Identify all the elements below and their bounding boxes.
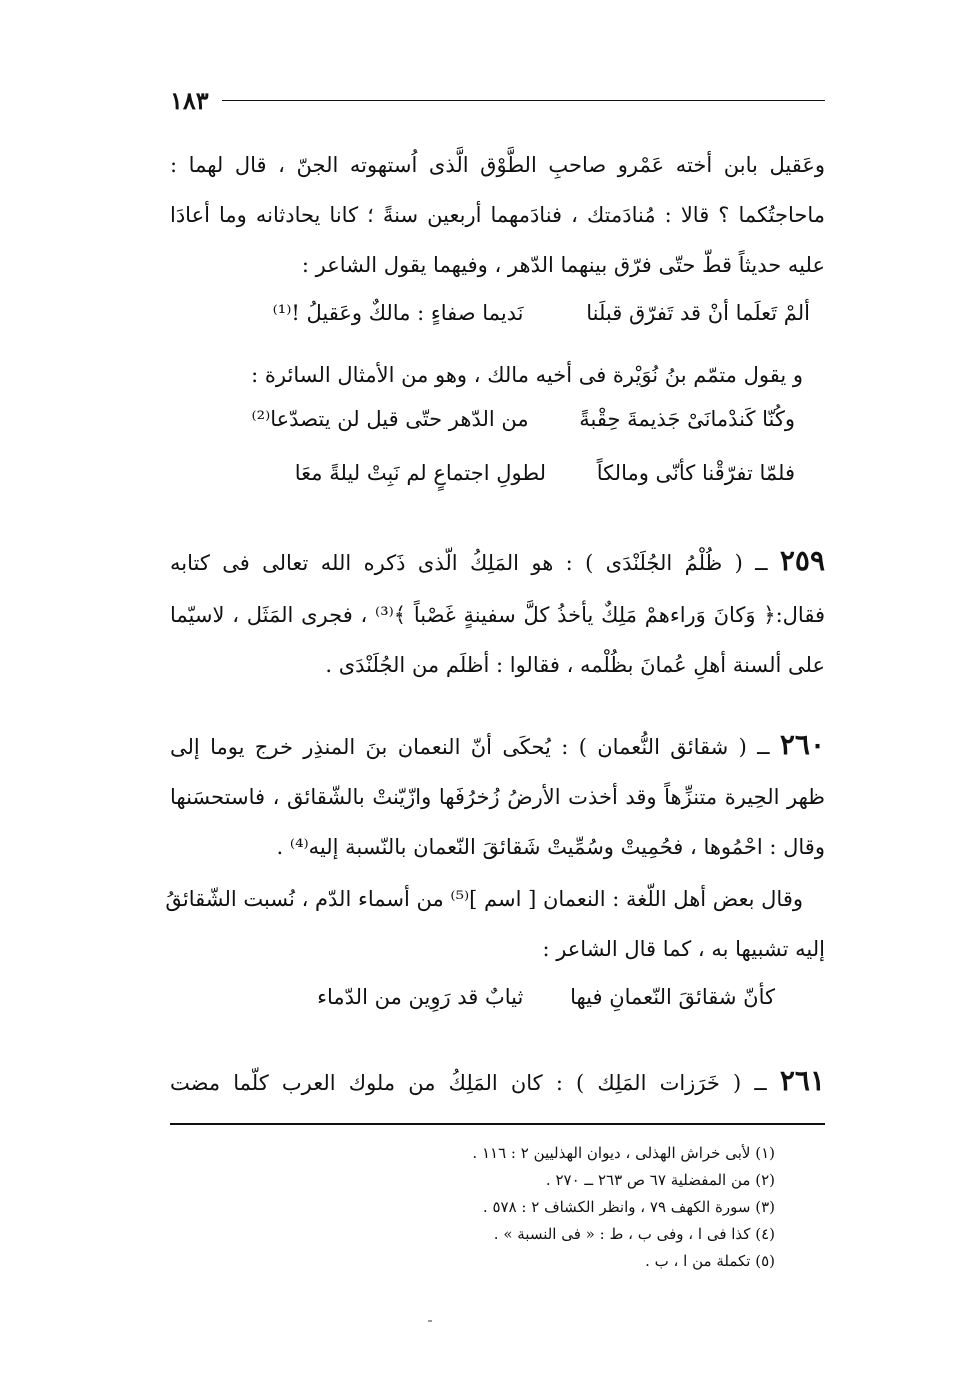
text-line: ظهر الحِيرة متنزِّهاً وقد أخذت الأرضُ زُخرُفَها وازّيّنتْ بالشّقائق ، فاستحسَنها: [170, 785, 825, 809]
header-rule: [222, 100, 825, 101]
text-line: و يقول متمّم بنُ نُوَيْرة فى أخيه مالك ، وهو من الأمثال السائرة :: [251, 363, 803, 387]
entry-text: ــ ( شقائق النُّعمان ) : يُحكَى أنّ النعمان بنَ المنذِر خرج يوما إلى: [170, 735, 770, 759]
text-line: وعَقيل بابن أخته عَمْرو صاحبِ الطَّوْق الَّذى اُستهوته الجنّ ، قال لهما :: [170, 153, 825, 177]
entry-heading-line: [170, 1064, 825, 1100]
footnote: (٤) كذا فى ا ، وفى ب ، ط : « فى النسبة » .: [493, 1225, 775, 1243]
text-line: وقال بعض أهل اللّغة : النعمان [ اسم ]⁽⁵⁾ من أسماء الدّم ، نُسبت الشّقائقُ: [165, 887, 803, 911]
page-header: [170, 86, 825, 116]
footnote: (٥) تكملة من ا ، ب .: [645, 1252, 775, 1270]
verse-hemistich-first: فلمّا تفرّقْنا كأنّى ومالكاً: [596, 461, 795, 485]
verse-hemistich-second: لطولِ اجتماعٍ لم نَبِتْ ليلةً معَا: [294, 461, 546, 485]
footnote: (٣) سورة الكهف ٧٩ ، وانظر الكشاف ٢ : ٥٧٨ .: [482, 1198, 775, 1216]
entry-text: ــ ( خَرَزات المَلِك ) : كان المَلِكُ من ملوك العرب كلّما مضت: [170, 1071, 767, 1095]
footnotes: [472, 1140, 775, 1275]
entry-number: ٢٥٩: [779, 544, 825, 577]
text-line: على ألسنة أهلِ عُمانَ بظُلْمه ، فقالوا : أظلَم من الجُلَنْدَى .: [325, 653, 825, 677]
verse-hemistich-second: من الدّهر حتّى قيل لن يتصدّعا⁽²⁾: [251, 407, 529, 431]
verse-hemistich-second: ثيابٌ قد رَوِين من الدّماء: [317, 985, 524, 1009]
verse-hemistich-first: كأنّ شقائقَ النّعمانِ فيها: [570, 985, 775, 1009]
verse-hemistich-first: ألمْ تَعلَما أنْ قد تَفرّق قبلَنا: [586, 301, 810, 325]
entry-heading-line: [170, 728, 825, 764]
verse-line: [273, 296, 810, 330]
text-line: ماحاجتُكما ؟ قالا : مُنادَمتك ، فنادَمهما أربعين سنةً ؛ كانا يحادثانه وما أعادَا: [170, 203, 825, 227]
verse-hemistich-second: نَديما صفاءٍ : مالكٌ وعَقيلُ !⁽¹⁾: [272, 301, 524, 325]
footnote: (٢) من المفضلية ٦٧ ص ٢٦٣ ــ ٢٧٠ .: [545, 1171, 775, 1189]
entry-text: ــ ( ظُلْمُ الجُلَنْدَى ) : هو المَلِكُ الّذى ذَكره الله تعالى فى كتابه: [170, 551, 768, 575]
footnote: (١) لأبى خراش الهذلى ، ديوان الهذليين ٢ : ١١٦ .: [472, 1144, 775, 1162]
page-number: ١٨٣: [170, 86, 209, 115]
entry-number: ٢٦١: [779, 1064, 825, 1097]
verse-line: [252, 402, 796, 436]
text-line: عليه حديثاً قطّ حتّى فرّق بينهما الدّهر ، وفيهما يقول الشاعر :: [301, 253, 825, 277]
text-line: فقال:﴿ وَكانَ وَراءهمْ مَلِكٌ يأخذُ كلَّ سفينةٍ غَصْباً ﴾⁽³⁾ ، فجرى المَثَل ، لاسيّما: [170, 603, 825, 627]
footnote-rule: [170, 1123, 825, 1125]
entry-heading-line: [170, 544, 825, 580]
text-line: إليه تشبيها به ، كما قال الشاعر :: [542, 937, 825, 961]
text-line: وقال : احْمُوها ، فحُمِيتْ وسُمِّيتْ شَقائقَ النّعمان بالنّسبة إليه⁽⁴⁾ .: [276, 835, 825, 859]
entry-number: ٢٦٠: [779, 728, 825, 761]
verse-line: [295, 456, 795, 490]
verse-line: [317, 980, 775, 1014]
verse-hemistich-first: وكُنّا كَندْمانَىْ جَذيمةَ حِقْبةً: [579, 407, 795, 431]
scan-speck: [428, 1320, 432, 1322]
